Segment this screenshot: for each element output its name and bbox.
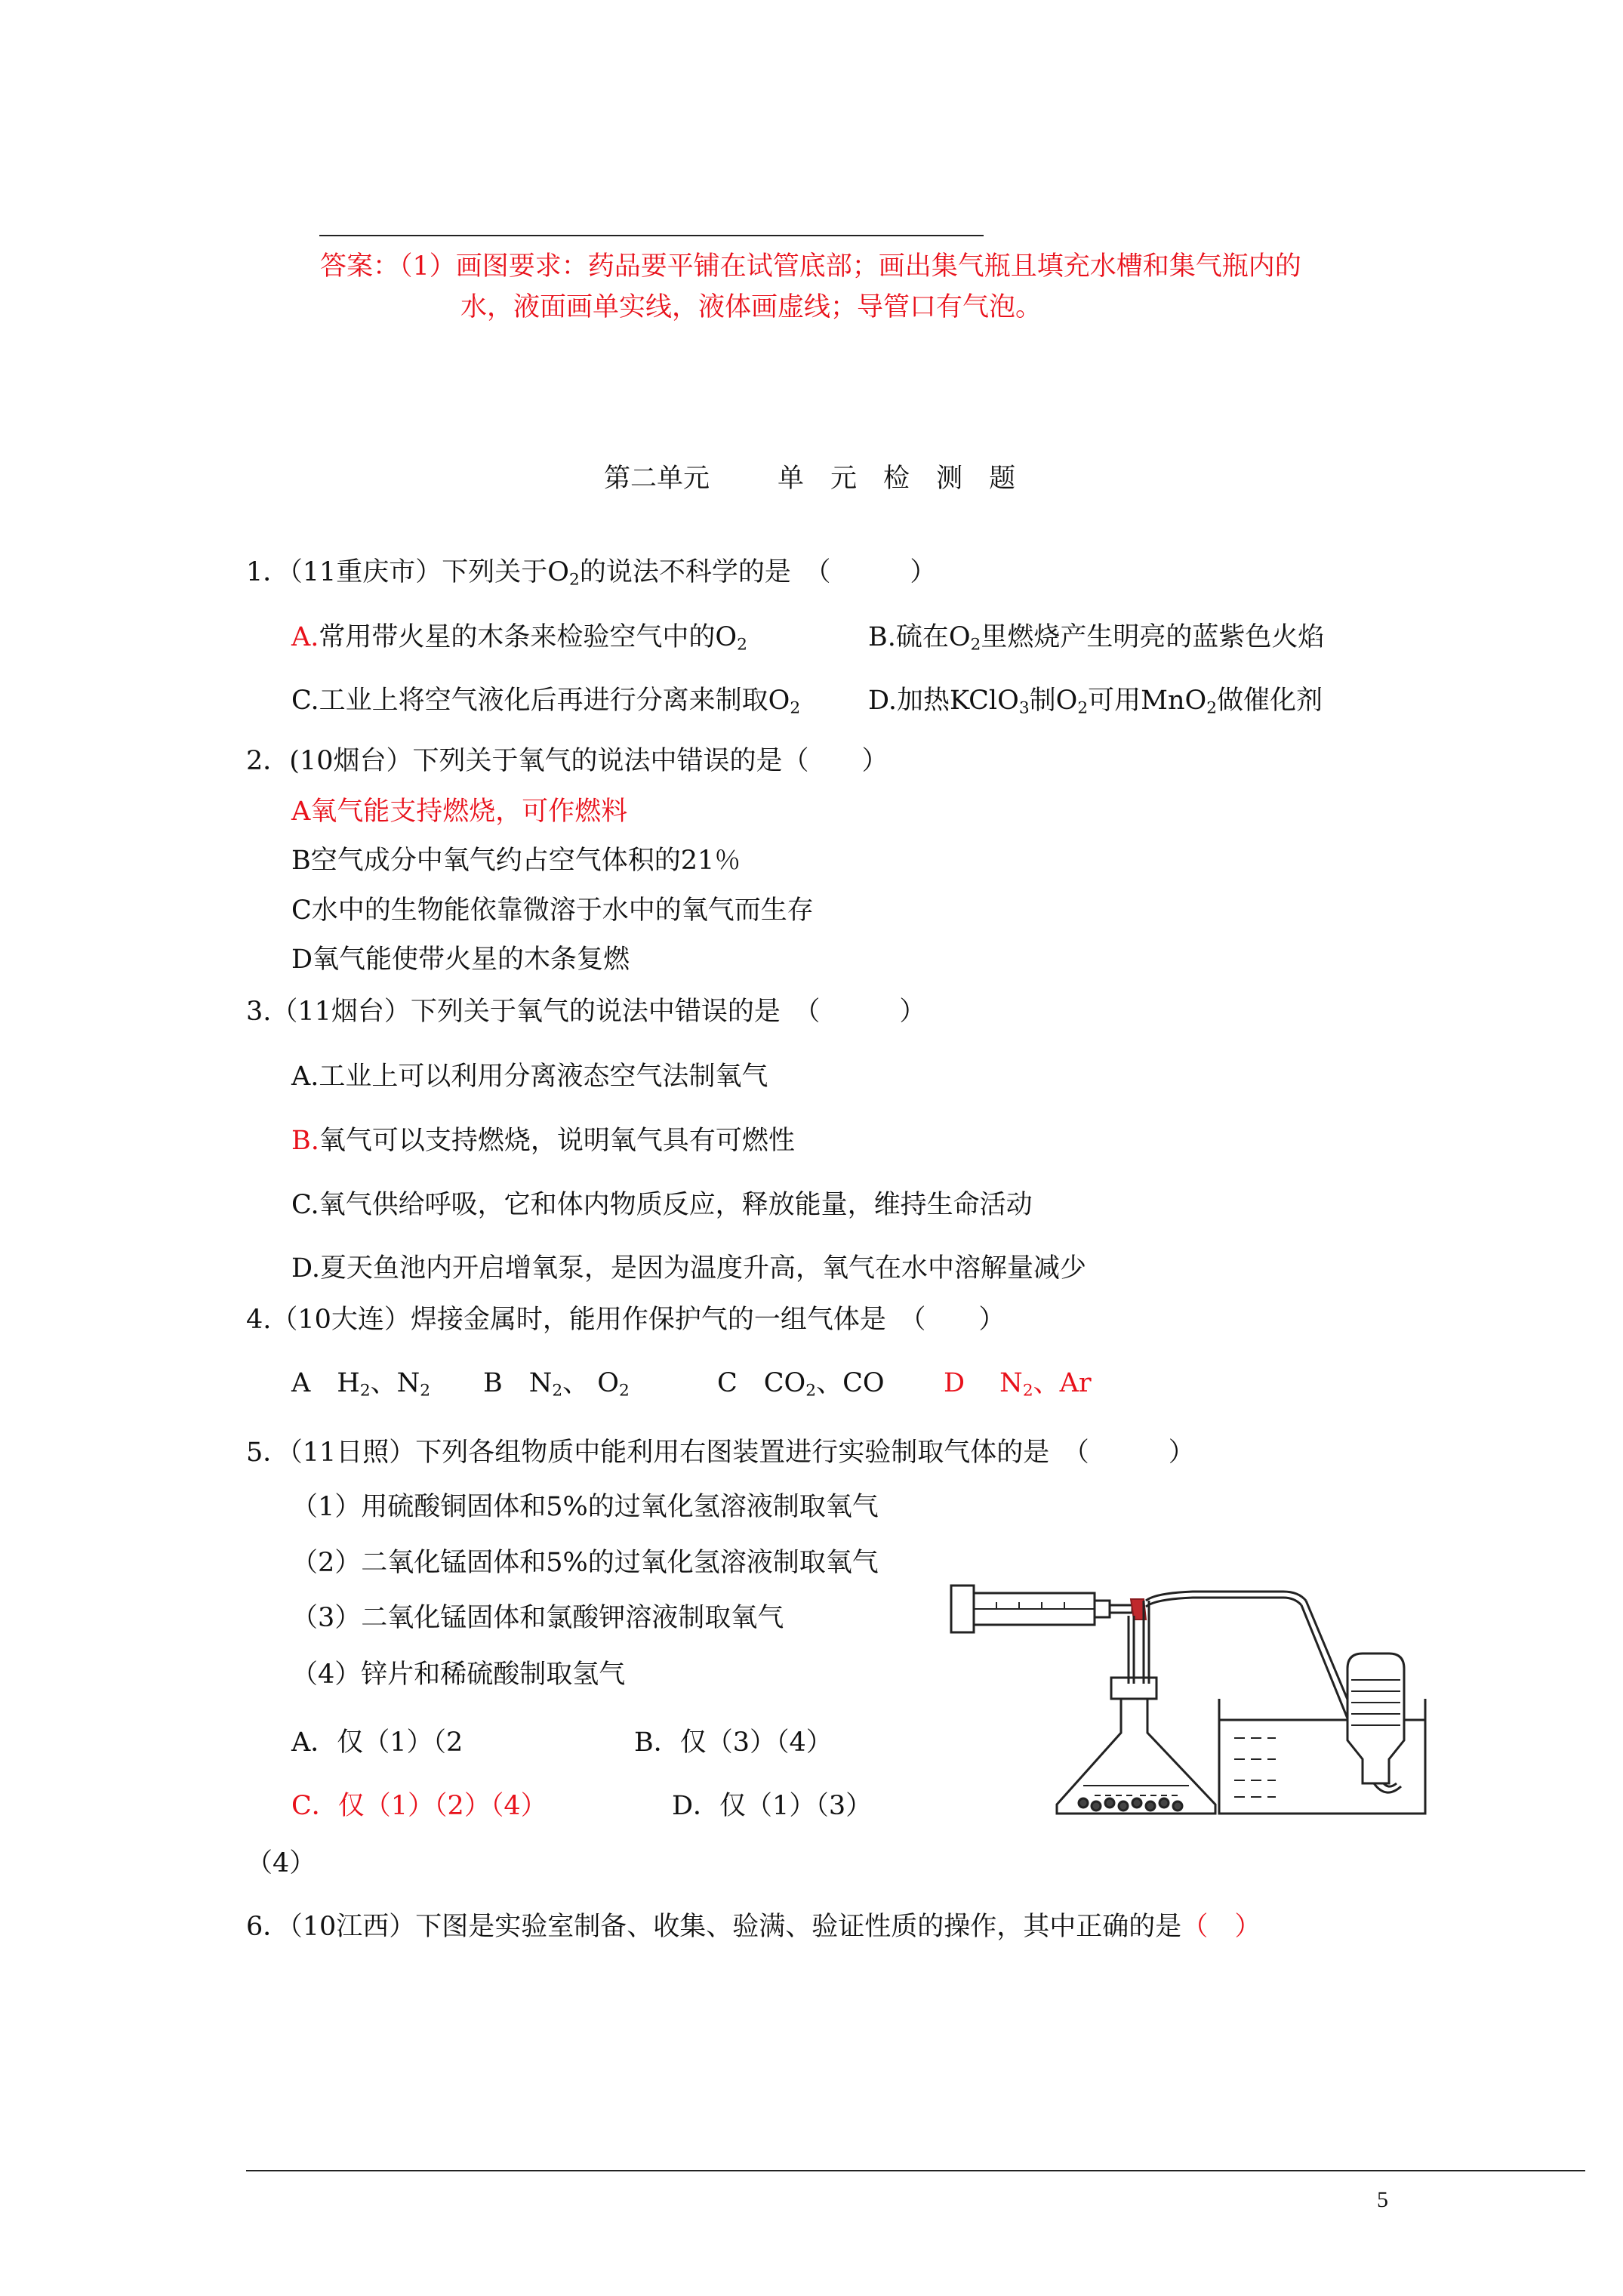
gas-apparatus-diagram	[936, 1540, 1434, 1827]
q4-option-a: A $H_2$、$N_2$	[291, 1368, 431, 1401]
q1-option-d: D.加热KClO$_3$制$O_2$可用MnO$_2$做催化剂	[868, 686, 1323, 718]
q6-stem: 6．（10江西）下图是实验室制备、收集、验满、验证性质的操作，其中正确的是（ ）	[246, 1912, 1261, 1942]
gas-collecting-bottle	[1347, 1653, 1404, 1783]
page-number: 5	[1377, 2187, 1388, 2212]
q2-option-a: A氧气能支持燃烧，可作燃料	[291, 797, 628, 827]
q2-option-c: C水中的生物能依靠微溶于水中的氧气而生存	[291, 895, 814, 926]
q4-stem: 4.（10大连）焊接金属时，能用作保护气的一组气体是 （ ）	[246, 1305, 1006, 1335]
q1-option-b: B.硫在$O_2$里燃烧产生明亮的蓝紫色火焰	[868, 622, 1325, 655]
q1-option-a: A.常用带火星的木条来检验空气中的$O_2$	[291, 622, 747, 655]
q3-stem: 3.（11烟台）下列关于氧气的说法中错误的是 （ ）	[246, 997, 926, 1027]
q5-option-d: D．仅（1）（3）	[672, 1791, 873, 1821]
q5-option-c: C．仅（1）（2）（4）	[291, 1791, 547, 1821]
q5-stem: 5．（11日照）下列各组物质中能利用右图装置进行实验制取气体的是 （ ）	[246, 1438, 1195, 1468]
section-title: 第二单元 单 元 检 测 题	[604, 464, 1016, 494]
q3-option-a: A.工业上可以利用分离液态空气法制氧气	[291, 1062, 768, 1092]
q4-option-d: D $N_2$、Ar	[944, 1368, 1092, 1401]
q2-stem: 2．(10烟台）下列关于氧气的说法中错误的是（ ）	[246, 746, 888, 776]
answer-line-2: 水，液面画单实线，液体画虚线；导管口有气泡。	[460, 292, 1042, 322]
q4-option-b: B $N_2$、 $O_2$	[483, 1368, 630, 1401]
q5-item-4: （4）锌片和稀硫酸制取氢气	[291, 1660, 626, 1690]
q1-stem: 1．（11重庆市）下列关于$O_2$的说法不科学的是 （ ）	[246, 557, 937, 590]
q5-item-3: （3）二氧化锰固体和氯酸钾溶液制取氧气	[291, 1603, 784, 1633]
footer-rule	[246, 2170, 1585, 2171]
q5-item-1: （1）用硫酸铜固体和5%的过氧化氢溶液制取氧气	[291, 1492, 879, 1522]
answer-label: 答案：	[320, 251, 400, 282]
q5-item-2: （2）二氧化锰固体和5%的过氧化氢溶液制取氧气	[291, 1548, 879, 1578]
answer-line-1: 答案：（1）画图要求：药品要平铺在试管底部；画出集气瓶且填充水槽和集气瓶内的	[320, 251, 1301, 282]
q3-option-c: C.氧气供给呼吸，它和体内物质反应，释放能量，维持生命活动	[291, 1190, 1033, 1220]
q4-option-c: C $CO_2$、CO	[717, 1368, 885, 1401]
q1-option-c: C.工业上将空气液化后再进行分离来制取$O_2$	[291, 686, 801, 718]
flask	[1057, 1678, 1215, 1814]
q5-option-b: B．仅（3）（4）	[634, 1727, 833, 1758]
syringe	[951, 1586, 1132, 1632]
answer-underline	[319, 235, 984, 236]
q2-option-b: B空气成分中氧气约占空气体积的21％	[291, 846, 741, 876]
q3-option-d: D.夏天鱼池内开启增氧泵，是因为温度升高，氧气在水中溶解量减少	[291, 1253, 1086, 1284]
q3-option-b: B.氧气可以支持燃烧，说明氧气具有可燃性	[291, 1126, 795, 1156]
q5-option-d-wrap: （4）	[246, 1848, 316, 1878]
q5-option-a: A．仅（1）（2	[291, 1727, 463, 1758]
q2-option-d: D氧气能使带火星的木条复燃	[291, 945, 630, 975]
